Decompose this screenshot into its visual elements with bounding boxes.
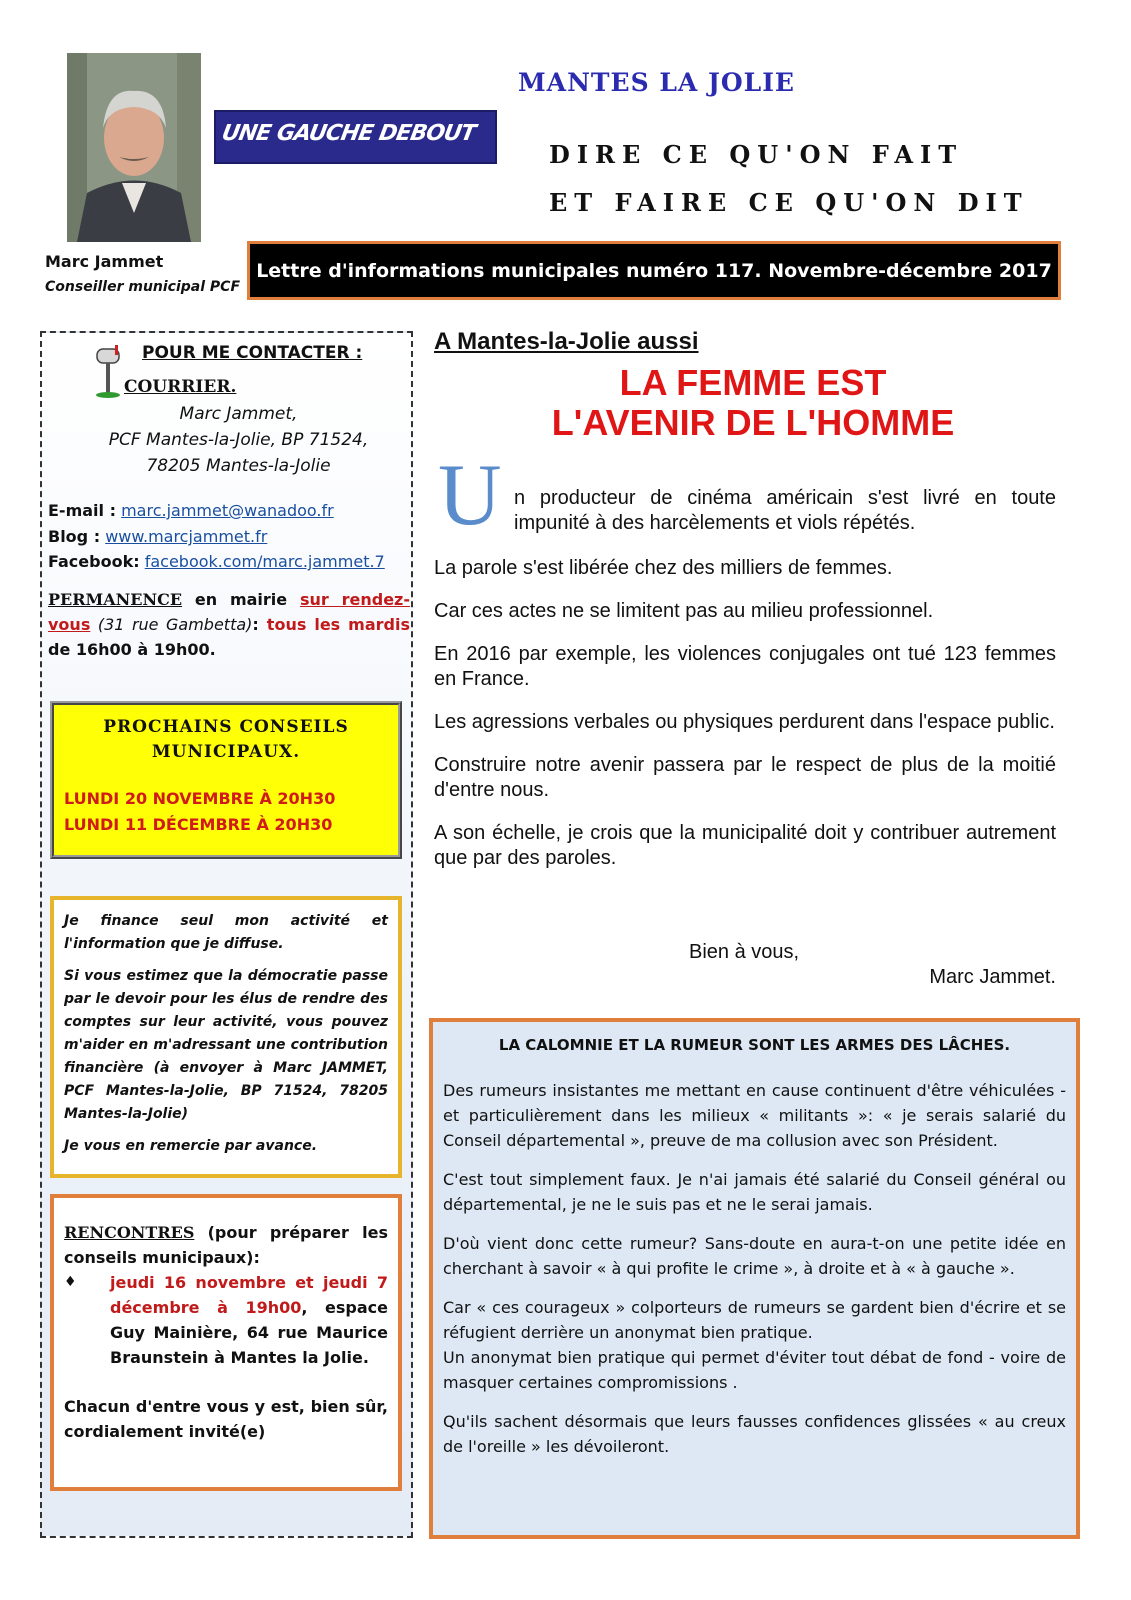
mailbox-icon xyxy=(94,345,124,401)
city-title: MANTES LA JOLIE xyxy=(518,68,795,97)
meetings-label: RENCONTRES xyxy=(64,1223,195,1242)
council-title-line-1: PROCHAINS CONSEILS xyxy=(103,717,349,737)
blog-row xyxy=(48,524,267,549)
permanence-label: PERMANENCE xyxy=(48,590,183,609)
headline-line-1: LA FEMME EST xyxy=(619,362,887,403)
permanence-info xyxy=(48,587,410,662)
article-body xyxy=(434,486,1056,889)
rumor-paragraph-4: Car « ces courageux » colporteurs de rumeurs se gardent bien d'écrire et se réfugient derrière un anonymat bien pratique. xyxy=(443,1298,1066,1342)
article-paragraph-4: En 2016 par exemple, les violences conjugales ont tué 123 femmes en France. xyxy=(434,643,1056,690)
permanence-colon: : xyxy=(252,615,267,634)
article-signoff: Bien à vous, xyxy=(689,941,800,963)
address-line-1: Marc Jammet, xyxy=(179,404,298,424)
facebook-link[interactable]: facebook.com/marc.jammet.7 xyxy=(144,552,385,571)
rumor-paragraph-6: Qu'ils sachent désormais que leurs fausses confidences glissées « au creux de l'oreille » les dévoileront. xyxy=(443,1412,1066,1456)
address-line-2: PCF Mantes-la-Jolie, BP 71524, xyxy=(108,430,369,450)
email-link[interactable]: marc.jammet@wanadoo.fr xyxy=(121,501,334,520)
meetings-place: , espace Guy Mainière, 64 rue Maurice Braunstein à Mantes la Jolie. xyxy=(110,1298,389,1367)
article-paragraph-5: Les agressions verbales ou physiques perdurent dans l'espace public. xyxy=(434,711,1055,733)
permanence-text: en mairie xyxy=(182,590,300,609)
permanence-days: tous les mardis xyxy=(266,615,411,634)
bullet-icon: ♦ xyxy=(64,1274,77,1290)
article-headline xyxy=(434,363,1072,443)
meetings-item xyxy=(64,1270,388,1370)
author-photo xyxy=(67,53,201,242)
address-line-3: 78205 Mantes-la-Jolie xyxy=(146,456,331,476)
author-name: Marc Jammet xyxy=(45,252,164,271)
facebook-label: Facebook: xyxy=(48,552,140,571)
headline-line-2: L'AVENIR DE L'HOMME xyxy=(551,402,955,443)
contact-title: POUR ME CONTACTER : xyxy=(142,343,363,363)
sidebar xyxy=(40,331,413,1538)
article-signature: Marc Jammet. xyxy=(929,966,1056,988)
meetings-box xyxy=(50,1194,402,1491)
finance-paragraph-1: Je finance seul mon activité et l'information que je diffuse. xyxy=(64,913,388,952)
blog-link[interactable]: www.marcjammet.fr xyxy=(105,527,268,546)
council-meetings-box xyxy=(50,701,402,859)
meetings-intro xyxy=(64,1220,388,1270)
permanence-address: (31 rue Gambetta) xyxy=(90,615,253,634)
finance-paragraph-2: Si vous estimez que la démocratie passe par le devoir pour les élus de rendre des comptes sur leur activité, vous pouvez m'aider en m'adressant une contribution financière (à envoyer à Marc JAMMET, PCF Mantes-la-Jolie, BP 71524, 78205 Mantes-la-Jolie) xyxy=(64,968,388,1122)
rumor-paragraph-1: Des rumeurs insistantes me mettant en cause continuent d'être véhiculées - et particulièrement dans les milieux « militants »: « je serais salarié du Conseil départemental », preuve de ma collusion avec son Président. xyxy=(443,1081,1066,1150)
facebook-row xyxy=(48,549,385,574)
author-role: Conseiller municipal PCF xyxy=(45,279,241,295)
article-paragraph-1: n producteur de cinéma américain s'est livré en toute impunité à des harcèlements et viols répétés. xyxy=(514,487,1056,534)
council-date-1: LUNDI 20 NOVEMBRE À 20H30 xyxy=(64,789,336,808)
motto-line-2: ET FAIRE CE QU'ON DIT xyxy=(549,188,1029,217)
rumor-paragraph-5: Un anonymat bien pratique qui permet d'éviter tout débat de fond - voire de masquer certaines compromissions . xyxy=(443,1348,1066,1392)
permanence-appointment: sur rendez-vous xyxy=(48,590,410,634)
finance-paragraph-3: Je vous en remercie par avance. xyxy=(64,1138,318,1154)
drop-cap: U xyxy=(438,447,502,544)
article-paragraph-7: A son échelle, je crois que la municipalité doit y contribuer autrement que par des paroles. xyxy=(434,822,1056,869)
rumor-box xyxy=(429,1018,1080,1539)
postal-address xyxy=(42,401,415,479)
courrier-label: COURRIER. xyxy=(124,377,237,397)
finance-box xyxy=(50,896,402,1178)
newsletter-banner xyxy=(247,241,1061,300)
article-paragraph-3: Car ces actes ne se limitent pas au milieu professionnel. xyxy=(434,600,934,622)
council-title-line-2: MUNICIPAUX. xyxy=(151,742,301,762)
email-row xyxy=(48,498,334,523)
motto-line-1: DIRE CE QU'ON FAIT xyxy=(549,140,964,169)
permanence-hours: de 16h00 à 19h00. xyxy=(48,640,216,659)
article-paragraph-6: Construire notre avenir passera par le respect de plus de la moitié d'entre nous. xyxy=(434,754,1056,801)
blog-label: Blog : xyxy=(48,527,101,546)
meetings-dates: jeudi 16 novembre et jeudi 7 décembre à 19h00 xyxy=(110,1273,388,1317)
article-kicker: A Mantes-la-Jolie aussi xyxy=(434,328,699,355)
party-logo xyxy=(214,110,497,164)
council-date-2: LUNDI 11 DÉCEMBRE À 20H30 xyxy=(64,815,333,834)
article-paragraph-2: La parole s'est libérée chez des milliers de femmes. xyxy=(434,557,893,579)
meetings-intro-text: (pour préparer les conseils municipaux): xyxy=(64,1223,388,1267)
rumor-paragraph-2: C'est tout simplement faux. Je n'ai jamais été salarié du Conseil général ou départemental, je ne le suis pas et ne le serai jamais. xyxy=(443,1170,1066,1214)
council-meetings-title xyxy=(54,715,398,765)
logo-text: UNE GAUCHE DEBOUT xyxy=(219,121,478,146)
rumor-box-title: LA CALOMNIE ET LA RUMEUR SONT LES ARMES DES LÂCHES. xyxy=(498,1036,1011,1054)
meetings-closing: Chacun d'entre vous y est, bien sûr, cordialement invité(e) xyxy=(64,1397,388,1441)
rumor-paragraph-3: D'où vient donc cette rumeur? Sans-doute en aura-t-on une petite idée en cherchant à savoir « à qui profite le crime », à droite et à « à gauche ». xyxy=(443,1234,1066,1278)
banner-text: Lettre d'informations municipales numéro 117. Novembre-décembre 2017 xyxy=(256,259,1052,282)
email-label: E-mail : xyxy=(48,501,116,520)
